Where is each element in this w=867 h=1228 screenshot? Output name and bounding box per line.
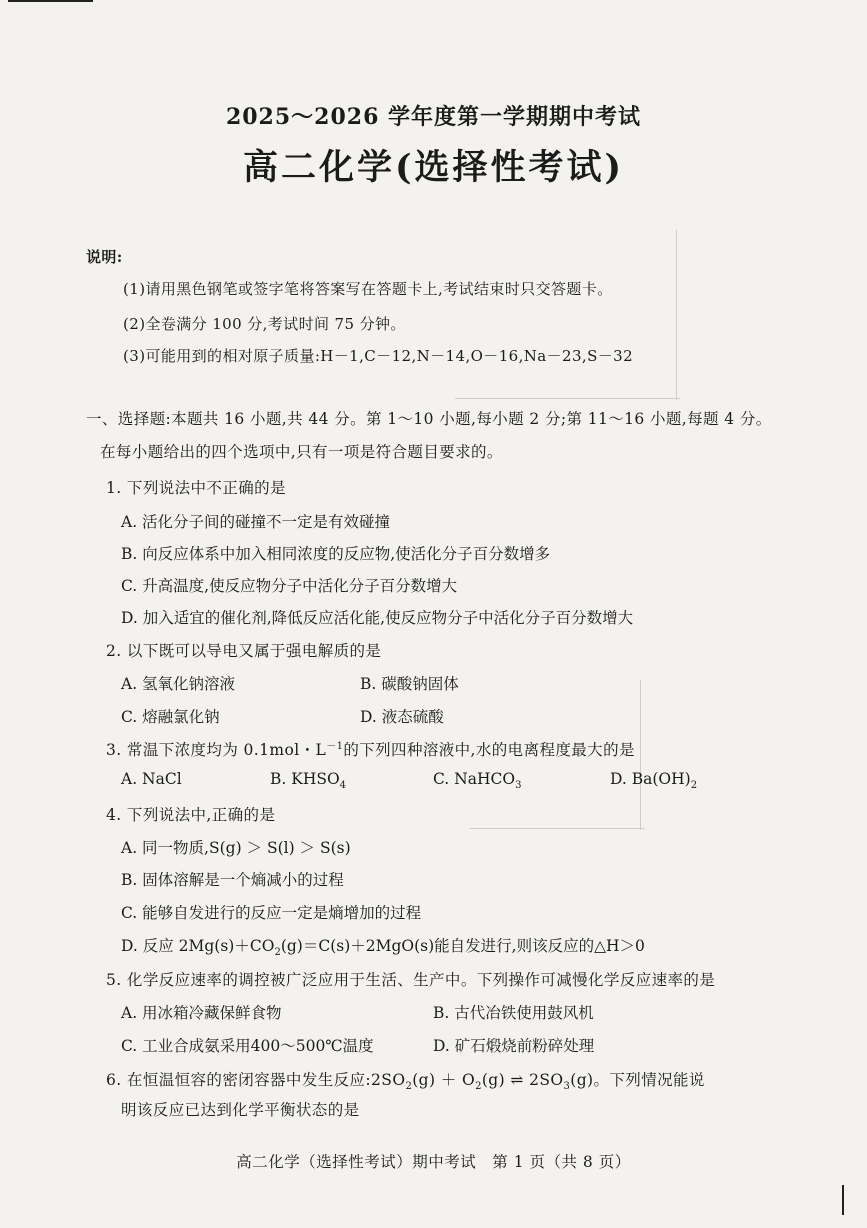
instruction-item: (3)可能用到的相对原子质量:H－1,C－12,N－14,O－16,Na－23,S－32 [123, 347, 634, 365]
stem-text: (g)。下列情况能说 [570, 1071, 705, 1089]
option-d: D. 液态硫酸 [360, 708, 444, 726]
stem-subscript: 2 [475, 1081, 482, 1093]
option-a [121, 770, 182, 788]
section-heading-cont: 在每小题给出的四个选项中,只有一项是符合题目要求的。 [100, 443, 503, 461]
stem-subscript: 3 [563, 1081, 571, 1093]
stem-text: (g) ⇌ 2SO [481, 1071, 564, 1089]
stem-superscript: －1 [326, 741, 344, 752]
option-a: A. 用冰箱冷藏保鲜食物 [121, 1004, 282, 1022]
page-footer: 高二化学（选择性考试）期中考试 第 1 页（共 8 页） [236, 1153, 631, 1171]
option-subscript: 3 [515, 780, 522, 792]
stem-text: 3. 常温下浓度均为 0.1mol・L [106, 741, 327, 760]
option-subscript: 2 [274, 947, 281, 959]
question-stem: 1. 下列说法中不正确的是 [106, 479, 286, 497]
option-b: B. 向反应体系中加入相同浓度的反应物,使活化分子百分数增多 [121, 545, 551, 563]
question-stem [106, 737, 635, 760]
option-c: C. 升高温度,使反应物分子中活化分子百分数增大 [121, 577, 458, 595]
question-stem-cont: 明该反应已达到化学平衡状态的是 [121, 1101, 360, 1119]
bleed-through-hline-2 [470, 828, 645, 829]
stem-subscript: 2 [405, 1081, 413, 1093]
scan-edge-mark [842, 1185, 844, 1215]
option-a: A. 活化分子间的碰撞不一定是有效碰撞 [121, 513, 391, 531]
option-subscript: 2 [690, 780, 698, 792]
option-b: B. 固体溶解是一个熵减小的过程 [121, 871, 344, 889]
option-d: D. 加入适宜的催化剂,降低反应活化能,使反应物分子中活化分子百分数增大 [121, 609, 634, 627]
option-text: A. NaCl [121, 770, 182, 788]
option-a: A. 同一物质,S(g) ＞ S(l) ＞ S(s) [121, 839, 351, 857]
option-text: C. NaHCO [433, 770, 516, 788]
question-stem: 2. 以下既可以导电又属于强电解质的是 [106, 642, 382, 660]
option-c: C. 能够自发进行的反应一定是熵增加的过程 [121, 904, 422, 922]
stem-text: 6. 在恒温恒容的密闭容器中发生反应:2SO [106, 1071, 406, 1089]
option-text: D. Ba(OH) [610, 770, 691, 788]
question-stem: 5. 化学反应速率的调控被广泛应用于生活、生产中。下列操作可减慢化学反应速率的是 [106, 971, 716, 989]
option-subscript: 4 [339, 780, 347, 792]
option-b [270, 770, 346, 791]
option-c [433, 770, 521, 791]
exam-name: 2025～2026 学年度第一学期期中考试 [225, 104, 642, 130]
option-d: D. 矿石煅烧前粉碎处理 [433, 1037, 595, 1055]
scan-edge-mark [8, 0, 93, 2]
option-c: C. 熔融氯化钠 [121, 708, 220, 726]
bleed-through-hline [455, 398, 680, 399]
page-title: 高二化学(选择性考试) [242, 147, 625, 188]
option-a: A. 氢氧化钠溶液 [121, 675, 236, 693]
option-text: B. KHSO [270, 770, 340, 788]
stem-text: (g) ＋ O [412, 1071, 476, 1089]
bleed-through-axis-2 [640, 680, 641, 830]
question-stem [106, 1068, 705, 1092]
question-stem: 4. 下列说法中,正确的是 [106, 806, 276, 824]
instructions-title: 说明: [86, 248, 123, 266]
stem-text: 的下列四种溶液中,水的电离程度最大的是 [343, 741, 635, 760]
section-heading: 一、选择题:本题共 16 小题,共 44 分。第 1～10 小题,每小题 2 分;第 11～16 小题,每题 4 分。 [86, 410, 772, 428]
option-text: (g)＝C(s)＋2MgO(s)能自发进行,则该反应的△H＞0 [280, 937, 645, 955]
option-b: B. 碳酸钠固体 [360, 675, 459, 693]
instruction-item: (1)请用黑色钢笔或签字笔将答案写在答题卡上,考试结束时只交答题卡。 [123, 280, 613, 298]
option-d [121, 934, 645, 958]
instruction-item: (2)全卷满分 100 分,考试时间 75 分钟。 [123, 315, 406, 333]
option-text: D. 反应 2Mg(s)＋CO [121, 937, 275, 955]
option-c: C. 工业合成氨采用400～500℃温度 [121, 1037, 374, 1055]
option-d [610, 770, 697, 791]
bleed-through-axis [676, 230, 677, 400]
option-b: B. 古代冶铁使用鼓风机 [433, 1004, 594, 1022]
